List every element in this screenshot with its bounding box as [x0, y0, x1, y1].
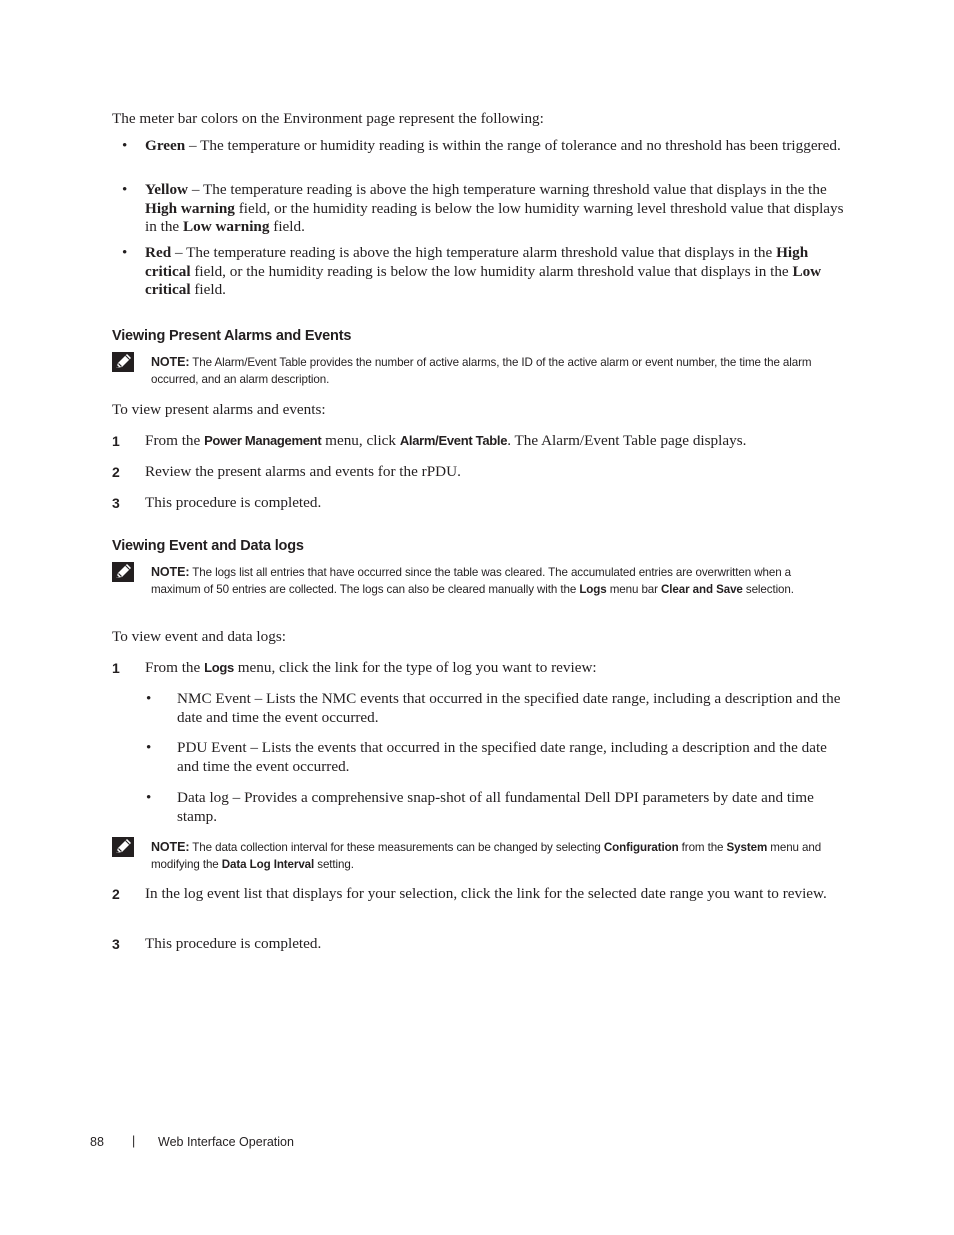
step-3-logs: 3 This procedure is completed.: [112, 935, 322, 952]
note-icon: [112, 837, 134, 857]
menu-power-management: Power Management: [204, 433, 322, 448]
bullet-dot: •: [122, 244, 128, 261]
section-heading-alarms: Viewing Present Alarms and Events: [112, 328, 352, 344]
intro-paragraph: The meter bar colors on the Environment page represent the following:: [112, 110, 544, 127]
bullet-dot: •: [122, 137, 128, 154]
term-green: Green: [145, 137, 186, 154]
term-yellow: Yellow: [145, 181, 189, 198]
step-2-logs: 2 In the log event list that displays for your selection, click the link for the selected date range you want to review.: [112, 885, 827, 902]
page-number: 88: [90, 1135, 104, 1149]
note-icon: [112, 562, 134, 582]
note-alarm-table: NOTE: The Alarm/Event Table provides the number of active alarms, the ID of the active alarm or event number, the time the alarm occurred, and an alarm description.: [151, 355, 812, 386]
bullet-green: • Green – The temperature or humidity reading is within the range of tolerance and no threshold has been triggered.: [122, 137, 841, 154]
note-data-interval: NOTE: The data collection interval for these measurements can be changed by selecting Configuration from the System menu and modifying the Data Log Interval setting.: [151, 840, 822, 871]
lead-event-logs: To view event and data logs:: [112, 628, 286, 645]
menu-alarm-event-table: Alarm/Event Table: [399, 433, 508, 448]
menu-logs: Logs: [204, 660, 234, 675]
log-type-pdu-event: • PDU Event – Lists the events that occurred in the specified date range, including a description and the date and time the event occurred.: [146, 739, 827, 775]
step-1-alarms: 1 From the Power Management menu, click Alarm/Event Table. The Alarm/Event Table page displays.: [112, 432, 747, 449]
bullet-dot: •: [122, 181, 128, 198]
step-2-alarms: 2 Review the present alarms and events for the rPDU.: [112, 463, 461, 480]
note-logs: NOTE: The logs list all entries that have occurred since the table was cleared. The accumulated entries are overwritten when a maximum of 50 entries are collected. The logs can also be cleared manually with the Logs menu bar Clear and Save selection.: [151, 565, 794, 596]
footer-chapter-title: Web Interface Operation: [158, 1135, 294, 1149]
footer-separator: |: [132, 1134, 136, 1148]
section-heading-logs: Viewing Event and Data logs: [112, 538, 304, 554]
log-type-nmc-event: • NMC Event – Lists the NMC events that occurred in the specified date range, including a description and the date and time the event occurred.: [146, 690, 841, 726]
term-red: Red: [145, 244, 172, 261]
bullet-red: • Red – The temperature reading is above the high temperature alarm threshold value that displays in the High critical field, or the humidity reading is below the low humidity alarm threshold value that displays in the Low critical field.: [122, 244, 822, 298]
note-icon: [112, 352, 134, 372]
step-3-alarms: 3 This procedure is completed.: [112, 494, 322, 511]
lead-present-alarms: To view present alarms and events:: [112, 401, 326, 418]
step-1-logs: 1 From the Logs menu, click the link for the type of log you want to review:: [112, 659, 597, 676]
bullet-yellow: • Yellow – The temperature reading is above the high temperature warning threshold value that displays in the the High warning field, or the humidity reading is below the low humidity warning level threshold value that displays in the Low warning field.: [122, 181, 844, 235]
log-type-data-log: • Data log – Provides a comprehensive snap-shot of all fundamental Dell DPI parameters by date and time stamp.: [146, 789, 814, 825]
